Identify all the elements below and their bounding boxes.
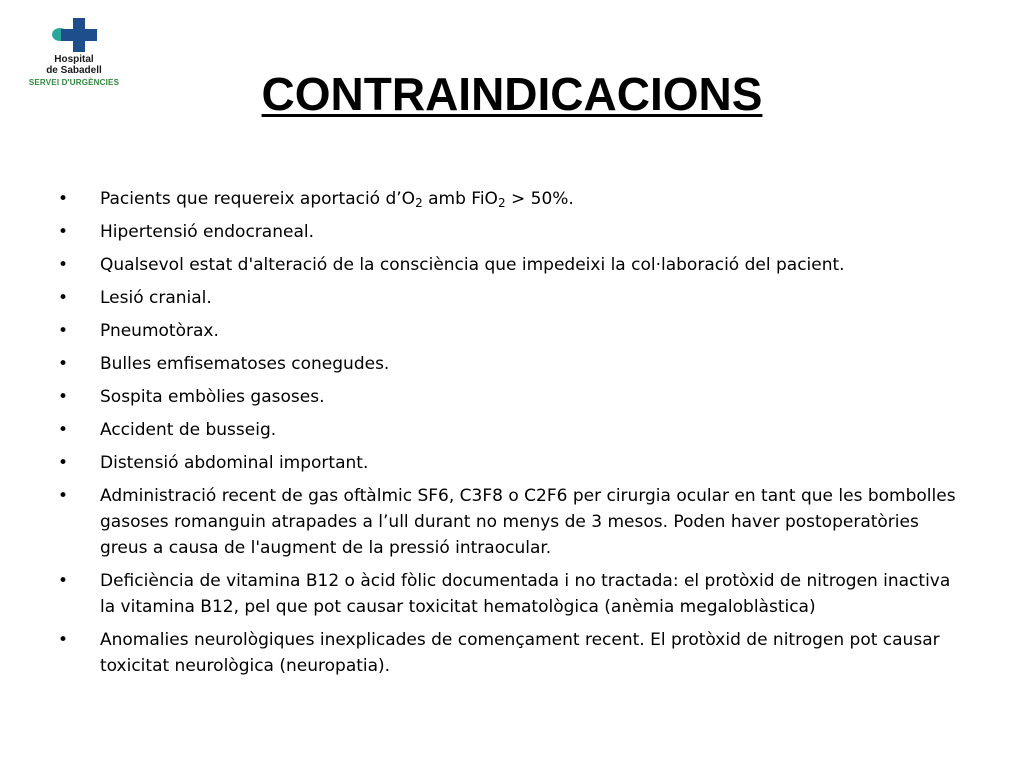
slide-title: CONTRAINDICACIONS bbox=[261, 68, 763, 120]
list-item bbox=[58, 252, 958, 278]
list-item bbox=[58, 219, 958, 245]
bullet: • bbox=[58, 222, 69, 242]
item-text: Qualsevol estat d'alteració de la consciència que impedeixi la col·laboració del pacient. bbox=[100, 255, 845, 275]
list-item bbox=[58, 186, 958, 212]
item-text: Distensió abdominal important. bbox=[100, 453, 369, 473]
logo-cross-horizontal bbox=[61, 29, 97, 41]
bullet: • bbox=[58, 453, 69, 473]
item-text: Sospita embòlies gasoses. bbox=[100, 387, 325, 407]
bullet: • bbox=[58, 255, 69, 275]
list-item bbox=[58, 568, 958, 620]
item-text-part: amb FiO bbox=[422, 189, 498, 209]
bullet: • bbox=[58, 420, 69, 440]
bullet: • bbox=[58, 354, 69, 374]
logo-department: SERVEI D'URGÈNCIES bbox=[28, 78, 120, 87]
bullet: • bbox=[58, 387, 69, 407]
list-item bbox=[58, 318, 958, 344]
item-text-part: Pacients que requereix aportació d’O bbox=[100, 189, 416, 209]
list-item bbox=[58, 627, 958, 679]
hospital-cross-icon bbox=[52, 14, 96, 54]
item-text: Anomalies neurològiques inexplicades de començament recent. El protòxid de nitrogen pot causar toxicitat neurològica (neuropatia). bbox=[100, 630, 940, 676]
bullet: • bbox=[58, 486, 69, 506]
list-item bbox=[58, 384, 958, 410]
list-item bbox=[58, 351, 958, 377]
item-text: Hipertensió endocraneal. bbox=[100, 222, 314, 242]
subscript: 2 bbox=[415, 196, 423, 210]
item-text: Lesió cranial. bbox=[100, 288, 212, 308]
bullet: • bbox=[58, 288, 69, 308]
list-item bbox=[58, 417, 958, 443]
bullet: • bbox=[58, 189, 69, 209]
subscript: 2 bbox=[497, 196, 506, 210]
item-text-part: > 50%. bbox=[505, 189, 574, 209]
logo-name-line2: de Sabadell bbox=[46, 65, 102, 76]
bullet: • bbox=[58, 571, 69, 591]
item-text: Administració recent de gas oftàlmic SF6, C3F8 o C2F6 per cirurgia ocular en tant que les bombolles gasoses romanguin atrapades a l’ull durant no menys de 3 mesos. Poden haver postoperatòries greus a causa de l'augment de la pressió intraocular. bbox=[100, 486, 956, 558]
list-item bbox=[58, 285, 958, 311]
bullet: • bbox=[58, 630, 69, 650]
list-item bbox=[58, 450, 958, 476]
list-item bbox=[58, 483, 958, 561]
item-text: Accident de busseig. bbox=[100, 420, 277, 440]
logo-name-line1: Hospital bbox=[54, 54, 94, 65]
contraindications-list bbox=[58, 186, 958, 686]
item-text: Bulles emfisematoses conegudes. bbox=[100, 354, 390, 374]
bullet: • bbox=[58, 321, 69, 341]
item-text: Pneumotòrax. bbox=[100, 321, 219, 341]
item-text: Deficiència de vitamina B12 o àcid fòlic documentada i no tractada: el protòxid de nitrogen inactiva la vitamina B12, pel que pot causar toxicitat hematològica (anèmia megaloblàstica) bbox=[100, 571, 951, 617]
